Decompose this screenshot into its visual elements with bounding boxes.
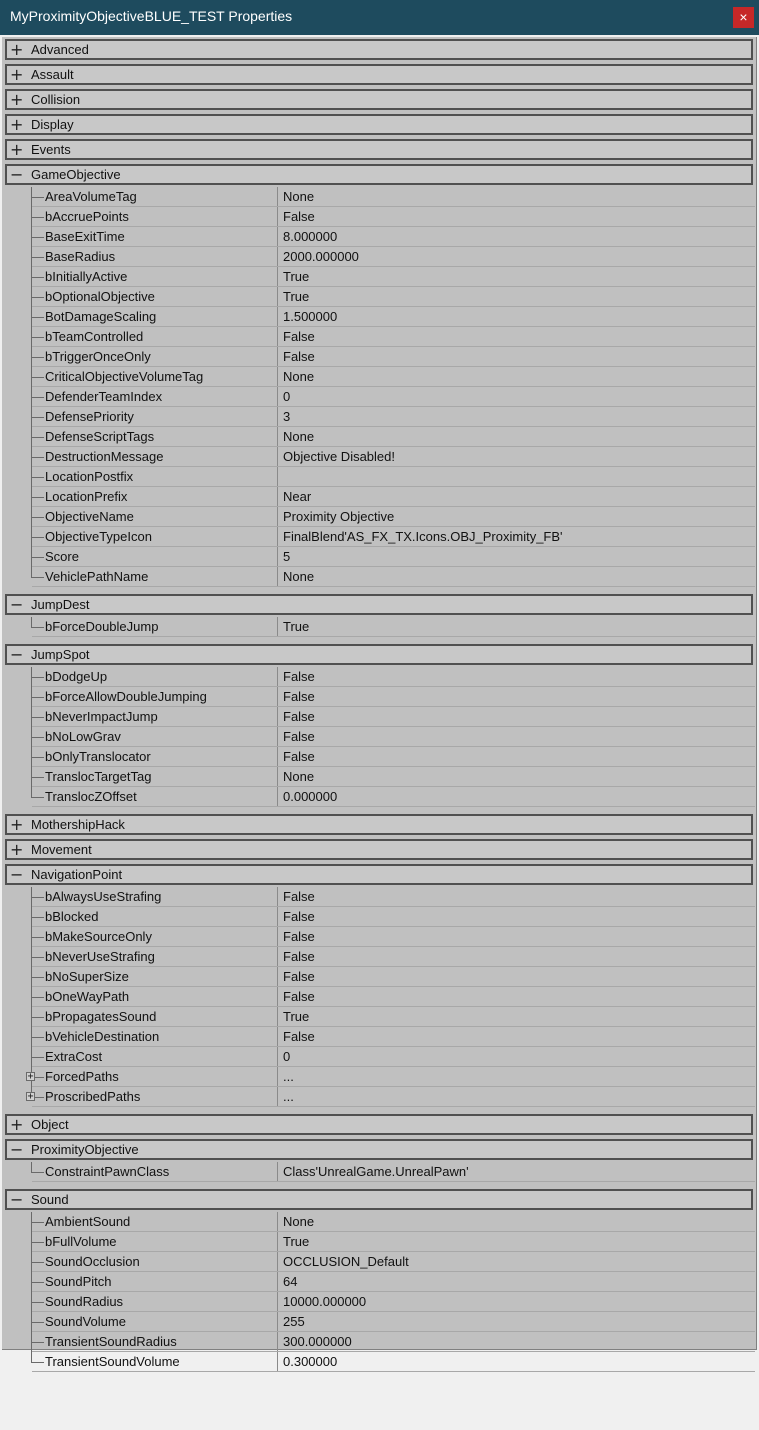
tree-branch: [31, 237, 44, 238]
tree-branch: [31, 297, 44, 298]
column-separator[interactable]: [277, 1007, 278, 1027]
category-label: Advanced: [31, 42, 89, 57]
property-name: TransientSoundVolume: [45, 1354, 180, 1369]
property-row[interactable]: [2, 927, 755, 947]
category-label: JumpDest: [31, 597, 90, 612]
property-name: ExtraCost: [45, 1049, 103, 1064]
plus-icon[interactable]: +: [10, 90, 24, 109]
tree-branch: [31, 417, 44, 418]
property-value[interactable]: Proximity Objective: [283, 509, 395, 524]
column-separator[interactable]: [277, 987, 278, 1007]
column-separator[interactable]: [277, 667, 278, 687]
property-row[interactable]: [2, 887, 755, 907]
column-separator[interactable]: [277, 447, 278, 467]
column-separator[interactable]: [277, 767, 278, 787]
tree-branch: [31, 1242, 44, 1243]
column-separator[interactable]: [277, 617, 278, 637]
property-row[interactable]: [2, 1292, 755, 1312]
property-value[interactable]: None: [283, 429, 315, 444]
property-value[interactable]: None: [283, 769, 315, 784]
property-row[interactable]: [2, 907, 755, 927]
column-separator[interactable]: [277, 1027, 278, 1047]
property-value[interactable]: 300.000000: [283, 1334, 352, 1349]
expand-plus-icon[interactable]: +: [27, 1071, 34, 1082]
property-row[interactable]: [2, 267, 755, 287]
category-movement[interactable]: [5, 839, 753, 860]
property-name: DefenseScriptTags: [45, 429, 155, 444]
property-row[interactable]: [2, 967, 755, 987]
property-name: bNeverImpactJump: [45, 709, 158, 724]
property-name: bForceAllowDoubleJumping: [45, 689, 207, 704]
property-row[interactable]: [2, 507, 755, 527]
tree-branch: [31, 197, 44, 198]
column-separator[interactable]: [277, 407, 278, 427]
tree-line: [31, 787, 32, 797]
column-separator[interactable]: [277, 1212, 278, 1232]
column-separator[interactable]: [277, 907, 278, 927]
tree-line: [31, 567, 32, 577]
tree-branch: [31, 1037, 44, 1038]
tree-branch: [31, 937, 44, 938]
tree-branch: [31, 477, 44, 478]
category-proximity-objective[interactable]: [5, 1139, 753, 1160]
column-separator[interactable]: [277, 347, 278, 367]
tree-branch: [31, 1017, 44, 1018]
property-name: DefensePriority: [45, 409, 134, 424]
column-separator[interactable]: [277, 887, 278, 907]
tree-branch: [31, 737, 44, 738]
property-name: bPropagatesSound: [45, 1009, 157, 1024]
minus-icon[interactable]: −: [10, 1190, 24, 1209]
column-separator[interactable]: [277, 1292, 278, 1312]
column-separator[interactable]: [277, 527, 278, 547]
category-label: Collision: [31, 92, 81, 107]
property-row[interactable]: [2, 1212, 755, 1232]
plus-icon[interactable]: +: [10, 1115, 24, 1134]
column-separator[interactable]: [277, 227, 278, 247]
row-divider: [32, 586, 755, 587]
property-row[interactable]: [2, 187, 755, 207]
minus-icon[interactable]: −: [10, 865, 24, 884]
category-sound[interactable]: [5, 1189, 753, 1210]
tree-branch: [31, 917, 44, 918]
property-value[interactable]: None: [283, 569, 315, 584]
property-name: bBlocked: [45, 909, 99, 924]
property-value[interactable]: None: [283, 189, 315, 204]
property-value[interactable]: False: [283, 929, 315, 944]
property-name: SoundPitch: [45, 1274, 112, 1289]
plus-icon[interactable]: +: [10, 815, 24, 834]
plus-icon[interactable]: +: [10, 65, 24, 84]
tree-branch: [31, 217, 44, 218]
property-name: BotDamageScaling: [45, 309, 157, 324]
property-value[interactable]: True: [283, 619, 310, 634]
minus-icon[interactable]: −: [10, 595, 24, 614]
property-value[interactable]: 5: [283, 549, 291, 564]
property-name: SoundOcclusion: [45, 1254, 140, 1269]
close-button[interactable]: ×: [733, 7, 754, 28]
column-separator[interactable]: [277, 747, 278, 767]
column-separator[interactable]: [277, 387, 278, 407]
column-separator[interactable]: [277, 187, 278, 207]
property-value[interactable]: True: [283, 1009, 310, 1024]
property-value[interactable]: None: [283, 1214, 315, 1229]
property-name: ProscribedPaths: [45, 1089, 141, 1104]
property-row[interactable]: [2, 1332, 755, 1352]
property-name: bForceDoubleJump: [45, 619, 159, 634]
property-row[interactable]: [2, 1087, 755, 1107]
property-value[interactable]: False: [283, 909, 315, 924]
row-divider: [32, 1106, 755, 1107]
property-value[interactable]: ...: [283, 1069, 294, 1084]
column-separator[interactable]: [277, 1162, 278, 1182]
property-value[interactable]: Class'UnrealGame.UnrealPawn': [283, 1164, 469, 1179]
column-separator[interactable]: [277, 687, 278, 707]
property-value[interactable]: False: [283, 349, 315, 364]
column-separator[interactable]: [277, 1332, 278, 1352]
minus-icon[interactable]: −: [10, 645, 24, 664]
property-name: bNeverUseStrafing: [45, 949, 155, 964]
column-separator[interactable]: [277, 287, 278, 307]
tree-branch: [31, 1342, 44, 1343]
property-row[interactable]: [2, 1047, 755, 1067]
column-separator[interactable]: [277, 307, 278, 327]
property-name: bTriggerOnceOnly: [45, 349, 151, 364]
category-label: Movement: [31, 842, 92, 857]
property-row[interactable]: [2, 1162, 755, 1182]
column-separator[interactable]: [277, 1087, 278, 1107]
property-row[interactable]: [2, 327, 755, 347]
plus-icon[interactable]: +: [10, 140, 24, 159]
property-name: TransientSoundRadius: [45, 1334, 177, 1349]
property-row[interactable]: [2, 1232, 755, 1252]
tree-branch: [31, 977, 44, 978]
property-name: SoundRadius: [45, 1294, 124, 1309]
column-separator[interactable]: [277, 967, 278, 987]
property-name: LocationPrefix: [45, 489, 128, 504]
minus-icon[interactable]: −: [10, 1140, 24, 1159]
tree-branch: [31, 317, 44, 318]
property-value[interactable]: 64: [283, 1274, 298, 1289]
property-value[interactable]: 0: [283, 1049, 291, 1064]
tree-branch: [31, 337, 44, 338]
property-row[interactable]: [2, 727, 755, 747]
property-value[interactable]: None: [283, 369, 315, 384]
category-label: Object: [31, 1117, 69, 1132]
category-advanced[interactable]: [5, 39, 753, 60]
property-name: bFullVolume: [45, 1234, 117, 1249]
property-value[interactable]: False: [283, 1029, 315, 1044]
column-separator[interactable]: [277, 547, 278, 567]
property-value[interactable]: 1.500000: [283, 309, 338, 324]
category-label: Assault: [31, 67, 74, 82]
property-value[interactable]: False: [283, 949, 315, 964]
property-value[interactable]: False: [283, 749, 315, 764]
category-label: NavigationPoint: [31, 867, 123, 882]
row-divider: [32, 806, 755, 807]
tree-branch: [31, 437, 44, 438]
property-name: DefenderTeamIndex: [45, 389, 163, 404]
property-value[interactable]: FinalBlend'AS_FX_TX.Icons.OBJ_Proximity_FB': [283, 529, 563, 544]
column-separator[interactable]: [277, 267, 278, 287]
property-name: bAlwaysUseStrafing: [45, 889, 162, 904]
property-value[interactable]: 2000.000000: [283, 249, 359, 264]
property-value[interactable]: 8.000000: [283, 229, 338, 244]
tree-branch: [31, 377, 44, 378]
category-jump-spot[interactable]: [5, 644, 753, 665]
tree-branch: [31, 577, 44, 578]
property-row[interactable]: [2, 1027, 755, 1047]
column-separator[interactable]: [277, 947, 278, 967]
tree-branch: [31, 717, 44, 718]
category-assault[interactable]: [5, 64, 753, 85]
category-display[interactable]: [5, 114, 753, 135]
property-row[interactable]: [2, 747, 755, 767]
property-grid: [2, 37, 757, 1369]
property-row[interactable]: [2, 447, 755, 467]
column-separator[interactable]: [277, 1232, 278, 1252]
property-row[interactable]: [2, 427, 755, 447]
property-row[interactable]: [2, 617, 755, 637]
property-name: bVehicleDestination: [45, 1029, 160, 1044]
tree-branch: [31, 897, 44, 898]
category-label: Sound: [31, 1192, 69, 1207]
tree-branch: [31, 797, 44, 798]
tree-branch: [31, 357, 44, 358]
property-value[interactable]: Near: [283, 489, 312, 504]
column-separator[interactable]: [277, 1312, 278, 1332]
property-name: ConstraintPawnClass: [45, 1164, 170, 1179]
property-row[interactable]: [2, 247, 755, 267]
property-row[interactable]: [2, 1007, 755, 1027]
row-divider: [32, 1371, 755, 1372]
property-value[interactable]: False: [283, 889, 315, 904]
category-label: MothershipHack: [31, 817, 125, 832]
property-name: bNoSuperSize: [45, 969, 129, 984]
tree-branch: [31, 1262, 44, 1263]
tree-line: [31, 1162, 32, 1172]
tree-branch: [31, 1322, 44, 1323]
tree-branch: [31, 497, 44, 498]
row-divider: [32, 636, 755, 637]
tree-branch: [31, 757, 44, 758]
property-value[interactable]: False: [283, 989, 315, 1004]
title-bar: [0, 0, 759, 35]
category-mothership-hack[interactable]: [5, 814, 753, 835]
window-title: MyProximityObjectiveBLUE_TEST Properties: [10, 8, 293, 24]
property-value[interactable]: True: [283, 269, 310, 284]
property-value[interactable]: False: [283, 709, 315, 724]
property-value[interactable]: True: [283, 289, 310, 304]
column-separator[interactable]: [277, 207, 278, 227]
tree-branch: [31, 537, 44, 538]
tree-line: [31, 1352, 32, 1362]
property-value[interactable]: False: [283, 669, 315, 684]
property-name: VehiclePathName: [45, 569, 149, 584]
property-row[interactable]: [2, 347, 755, 367]
property-name: Score: [45, 549, 79, 564]
tree-branch: [31, 1282, 44, 1283]
property-name: DestructionMessage: [45, 449, 164, 464]
property-row[interactable]: [2, 1312, 755, 1332]
property-row[interactable]: [2, 227, 755, 247]
column-separator[interactable]: [277, 707, 278, 727]
tree-branch: [31, 457, 44, 458]
column-separator[interactable]: [277, 927, 278, 947]
column-separator[interactable]: [277, 467, 278, 487]
property-row[interactable]: [2, 987, 755, 1007]
property-row[interactable]: [2, 387, 755, 407]
property-row[interactable]: [2, 287, 755, 307]
property-row[interactable]: [2, 367, 755, 387]
tree-branch: [31, 1302, 44, 1303]
property-value[interactable]: 0.300000: [283, 1354, 338, 1369]
property-row[interactable]: [2, 307, 755, 327]
property-name: TranslocZOffset: [45, 789, 137, 804]
property-row[interactable]: [2, 767, 755, 787]
tree-branch: [31, 1057, 44, 1058]
property-row[interactable]: [2, 547, 755, 567]
column-separator[interactable]: [277, 1067, 278, 1087]
property-value[interactable]: True: [283, 1234, 310, 1249]
property-row[interactable]: [2, 1252, 755, 1272]
column-separator[interactable]: [277, 1272, 278, 1292]
property-row[interactable]: [2, 667, 755, 687]
category-jump-dest[interactable]: [5, 594, 753, 615]
property-name: bOptionalObjective: [45, 289, 155, 304]
property-name: bNoLowGrav: [45, 729, 121, 744]
property-value[interactable]: Objective Disabled!: [283, 449, 395, 464]
category-object[interactable]: [5, 1114, 753, 1135]
property-name: AreaVolumeTag: [45, 189, 137, 204]
tree-branch: [31, 1222, 44, 1223]
property-name: BaseRadius: [45, 249, 116, 264]
column-separator[interactable]: [277, 787, 278, 807]
property-value[interactable]: 3: [283, 409, 291, 424]
tree-branch: [31, 557, 44, 558]
property-row[interactable]: [2, 1272, 755, 1292]
property-value[interactable]: 255: [283, 1314, 305, 1329]
property-name: ObjectiveName: [45, 509, 134, 524]
property-value[interactable]: False: [283, 329, 315, 344]
tree-branch: [31, 257, 44, 258]
category-label: Events: [31, 142, 71, 157]
tree-branch: [31, 277, 44, 278]
column-separator[interactable]: [277, 427, 278, 447]
tree-branch: [31, 1172, 44, 1173]
property-row[interactable]: [2, 1352, 755, 1372]
plus-icon[interactable]: +: [10, 40, 24, 59]
property-name: bOneWayPath: [45, 989, 130, 1004]
property-name: AmbientSound: [45, 1214, 131, 1229]
property-row[interactable]: [2, 407, 755, 427]
tree-branch: [31, 517, 44, 518]
category-events[interactable]: [5, 139, 753, 160]
property-name: TranslocTargetTag: [45, 769, 152, 784]
column-separator[interactable]: [277, 1252, 278, 1272]
property-value[interactable]: 0.000000: [283, 789, 338, 804]
tree-line: [31, 617, 32, 627]
property-name: bTeamControlled: [45, 329, 144, 344]
tree-branch: [31, 997, 44, 998]
property-name: bOnlyTranslocator: [45, 749, 151, 764]
category-navigation-point[interactable]: [5, 864, 753, 885]
column-separator[interactable]: [277, 567, 278, 587]
property-value[interactable]: 10000.000000: [283, 1294, 367, 1309]
property-name: SoundVolume: [45, 1314, 126, 1329]
property-name: bMakeSourceOnly: [45, 929, 152, 944]
property-name: ForcedPaths: [45, 1069, 119, 1084]
property-name: ObjectiveTypeIcon: [45, 529, 152, 544]
category-label: Display: [31, 117, 74, 132]
column-separator[interactable]: [277, 327, 278, 347]
property-row[interactable]: [2, 207, 755, 227]
column-separator[interactable]: [277, 727, 278, 747]
property-value[interactable]: False: [283, 689, 315, 704]
property-name: LocationPostfix: [45, 469, 134, 484]
property-value[interactable]: False: [283, 969, 315, 984]
column-separator[interactable]: [277, 507, 278, 527]
column-separator[interactable]: [277, 1047, 278, 1067]
property-name: bDodgeUp: [45, 669, 108, 684]
property-row[interactable]: [2, 467, 755, 487]
category-label: JumpSpot: [31, 647, 90, 662]
property-name: bAccruePoints: [45, 209, 129, 224]
property-name: BaseExitTime: [45, 229, 125, 244]
tree-branch: [31, 627, 44, 628]
property-row[interactable]: [2, 1067, 755, 1087]
category-label: GameObjective: [31, 167, 121, 182]
property-name: CriticalObjectiveVolumeTag: [45, 369, 204, 384]
tree-branch: [31, 1362, 44, 1363]
plus-icon[interactable]: +: [10, 840, 24, 859]
property-row[interactable]: [2, 707, 755, 727]
column-separator[interactable]: [277, 487, 278, 507]
property-name: bInitiallyActive: [45, 269, 128, 284]
tree-branch: [31, 397, 44, 398]
property-row[interactable]: [2, 527, 755, 547]
property-value[interactable]: False: [283, 209, 315, 224]
tree-branch: [31, 677, 44, 678]
property-row[interactable]: [2, 947, 755, 967]
minus-icon[interactable]: −: [10, 165, 24, 184]
category-label: ProximityObjective: [31, 1142, 139, 1157]
expand-plus-icon[interactable]: +: [27, 1091, 34, 1102]
tree-branch: [31, 957, 44, 958]
property-row[interactable]: [2, 687, 755, 707]
plus-icon[interactable]: +: [10, 115, 24, 134]
tree-branch: [31, 697, 44, 698]
property-value[interactable]: OCCLUSION_Default: [283, 1254, 409, 1269]
category-game-objective[interactable]: [5, 164, 753, 185]
property-row[interactable]: [2, 567, 755, 587]
property-value[interactable]: ...: [283, 1089, 294, 1104]
category-collision[interactable]: [5, 89, 753, 110]
property-value[interactable]: False: [283, 729, 315, 744]
column-separator[interactable]: [277, 1352, 278, 1372]
property-row[interactable]: [2, 487, 755, 507]
tree-branch: [31, 777, 44, 778]
column-separator[interactable]: [277, 367, 278, 387]
column-separator[interactable]: [277, 247, 278, 267]
property-value[interactable]: 0: [283, 389, 291, 404]
property-row[interactable]: [2, 787, 755, 807]
row-divider: [32, 1181, 755, 1182]
